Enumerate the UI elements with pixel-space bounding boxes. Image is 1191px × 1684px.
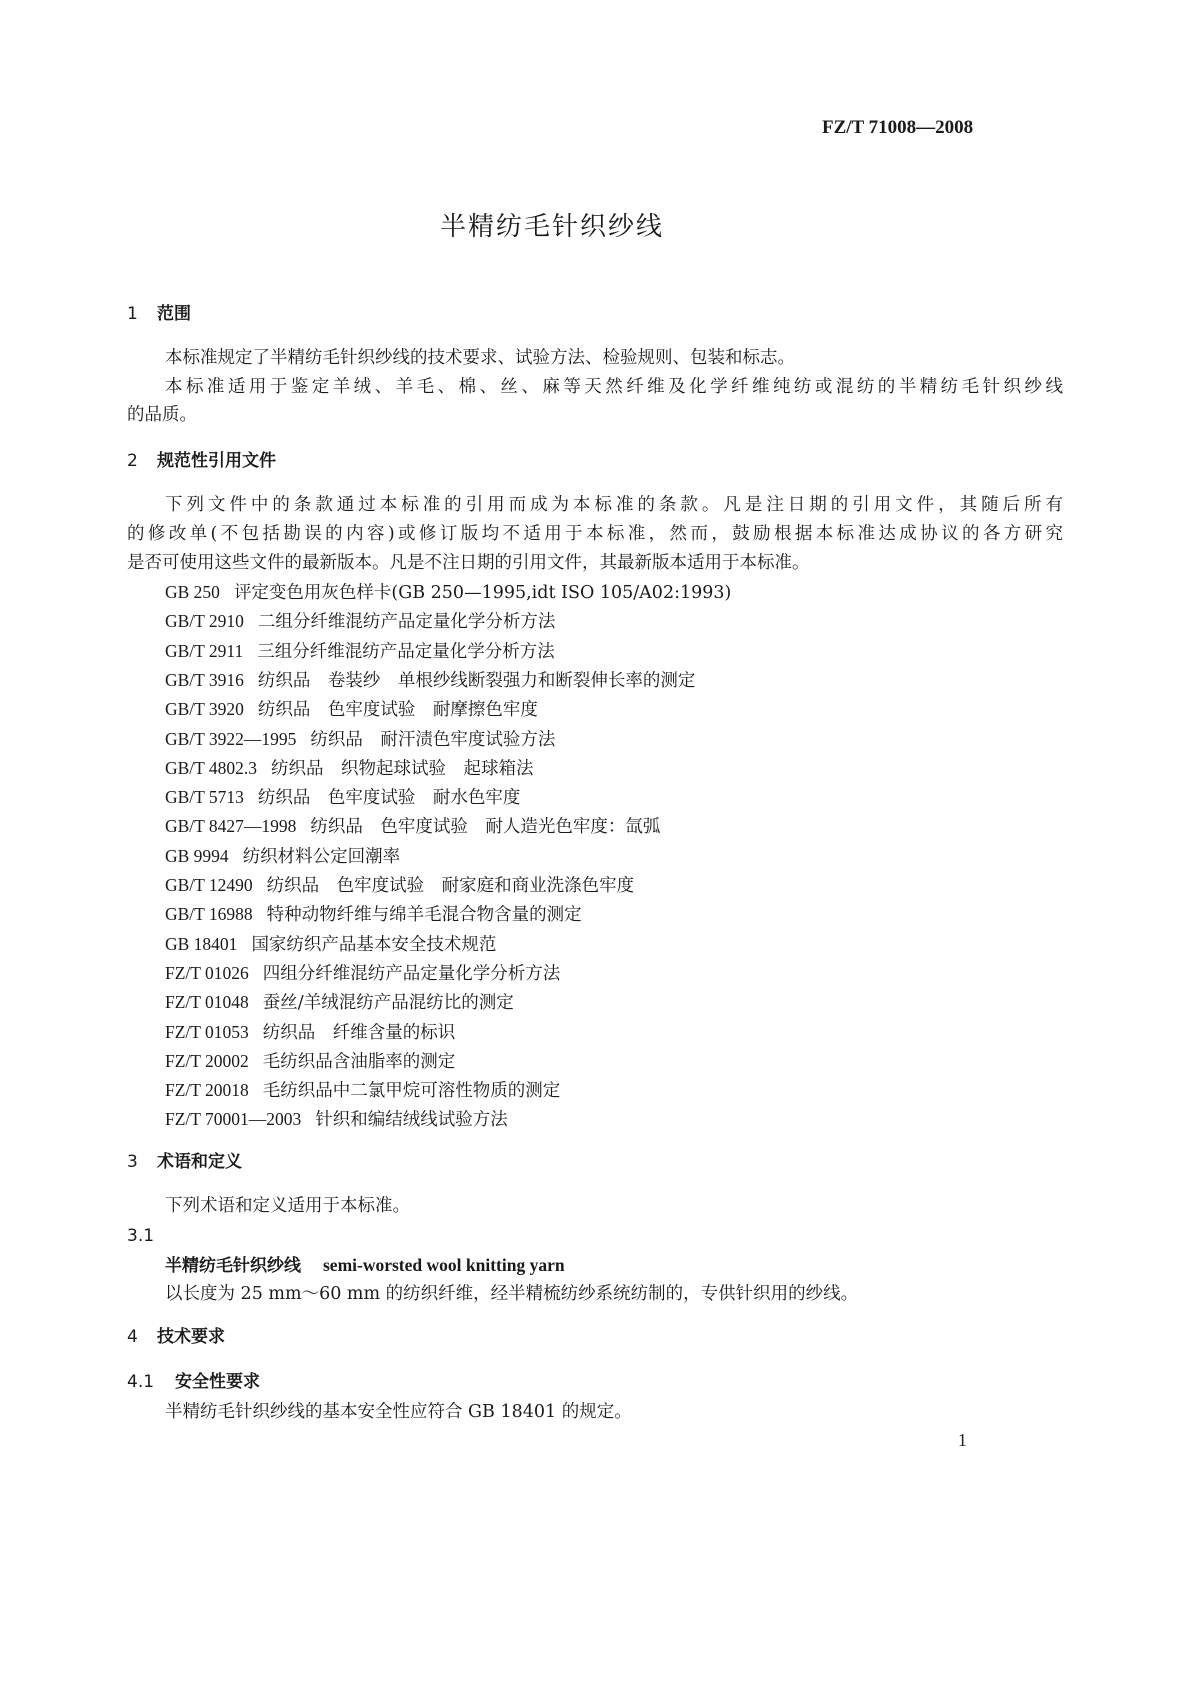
reference-item	[165, 609, 555, 634]
reference-item	[165, 814, 660, 839]
subsection-4-1-heading	[127, 1370, 260, 1394]
reference-title: 纺织品 卷装纱 单根纱线断裂强力和断裂伸长率的测定	[257, 670, 696, 691]
reference-code: GB/T 12490	[165, 875, 253, 895]
reference-title: 三组分纤维混纺产品定量化学分析方法	[257, 641, 555, 662]
reference-item	[165, 902, 582, 927]
reference-item	[165, 932, 496, 957]
section-number: 1	[127, 304, 138, 324]
terms-intro: 下列术语和定义适用于本标准。	[165, 1196, 410, 1216]
term-entry	[165, 1253, 565, 1278]
section-title: 术语和定义	[157, 1152, 242, 1172]
reference-code: GB/T 16988	[165, 904, 253, 925]
reference-code: FZ/T 20002	[165, 1050, 249, 1071]
reference-item	[165, 697, 538, 722]
page-title: 半精纺毛针织纱线	[440, 212, 665, 242]
reference-title: 毛纺织品中二氯甲烷可溶性物质的测定	[262, 1081, 561, 1102]
scope-paragraph-1: 本标准规定了半精纺毛针织纱线的技术要求、试验方法、检验规则、包装和标志。	[165, 348, 795, 368]
reference-title: 国家纺织产品基本安全技术规范	[251, 934, 497, 955]
reference-title: 纺织品 纤维含量的标识	[262, 1022, 456, 1043]
scope-paragraph-2-line: 本标准适用于鉴定羊绒、羊毛、棉、丝、麻等天然纤维及化学纤维纯纺或混纺的半精纺毛针织纱线	[165, 377, 1063, 397]
page-number: 1	[958, 1430, 967, 1450]
reference-code: FZ/T 01048	[165, 992, 249, 1013]
standard-number: FZ/T 71008—2008	[822, 117, 974, 138]
reference-code: GB/T 3922—1995	[165, 728, 297, 749]
reference-item	[165, 727, 555, 752]
reference-item	[165, 1107, 508, 1132]
reference-title: 纺织品 色牢度试验 耐人造光色牢度：氙弧	[310, 817, 661, 838]
reference-code: GB 18401	[165, 933, 238, 954]
term-english: semi-worsted wool knitting yarn	[323, 1255, 565, 1275]
reference-item	[165, 639, 555, 664]
term-definition: 以长度为 25 mm～60 mm 的纺织纤维，经半精梳纺纱系统纺制的，专供针织用的纱线。	[165, 1284, 859, 1304]
reference-item	[165, 990, 514, 1015]
section-number: 2	[127, 451, 138, 471]
reference-code: GB/T 2911	[165, 640, 244, 661]
reference-item	[165, 580, 731, 605]
reference-item	[165, 668, 695, 693]
section-number: 4.1	[127, 1372, 155, 1392]
reference-title: 评定变色用灰色样卡(GB 250—1995,idt ISO 105/A02:1993)	[233, 583, 732, 603]
reference-item	[165, 844, 400, 869]
reference-title: 四组分纤维混纺产品定量化学分析方法	[262, 963, 561, 984]
refs-intro-line: 下列文件中的条款通过本标准的引用而成为本标准的条款。凡是注日期的引用文件，其随后所有	[165, 495, 1063, 515]
reference-item	[165, 873, 634, 898]
reference-title: 纺织品 色牢度试验 耐摩擦色牢度	[257, 700, 538, 721]
reference-code: GB/T 3916	[165, 669, 244, 690]
reference-title: 蚕丝/羊绒混纺产品混纺比的测定	[262, 993, 514, 1014]
refs-intro-line: 是否可使用这些文件的最新版本。凡是不注日期的引用文件，其最新版本适用于本标准。	[127, 553, 810, 573]
reference-code: GB/T 3920	[165, 699, 244, 720]
reference-title: 纺织材料公定回潮率	[242, 846, 401, 867]
section-title: 安全性要求	[175, 1372, 260, 1392]
section-2-heading	[127, 449, 276, 473]
reference-item	[165, 1020, 455, 1045]
scope-paragraph-2-line: 的品质。	[127, 405, 197, 425]
refs-intro-line: 的修改单(不包括勘误的内容)或修订版均不适用于本标准，然而，鼓励根据本标准达成协议的各方研究	[127, 524, 1063, 544]
reference-code: FZ/T 01053	[165, 1021, 249, 1042]
reference-item	[165, 1049, 455, 1074]
reference-item	[165, 785, 520, 810]
reference-title: 特种动物纤维与绵羊毛混合物含量的测定	[266, 905, 582, 926]
reference-title: 纺织品 耐汗渍色牢度试验方法	[310, 729, 556, 750]
reference-code: GB/T 2910	[165, 611, 244, 632]
reference-title: 针织和编结绒线试验方法	[315, 1110, 508, 1131]
section-4-heading	[127, 1325, 225, 1349]
section-1-heading	[127, 302, 191, 326]
reference-code: GB/T 5713	[165, 787, 244, 808]
reference-code: FZ/T 01026	[165, 962, 249, 983]
reference-code: GB/T 4802.3	[165, 757, 258, 778]
term-chinese: 半精纺毛针织纱线	[165, 1256, 301, 1276]
reference-title: 纺织品 色牢度试验 耐家庭和商业洗涤色牢度	[266, 876, 635, 896]
reference-code: GB 250	[165, 582, 220, 602]
reference-item	[165, 1078, 560, 1103]
safety-requirement-text: 半精纺毛针织纱线的基本安全性应符合 GB 18401 的规定。	[165, 1402, 632, 1422]
reference-item	[165, 756, 534, 781]
reference-code: GB/T 8427—1998	[165, 816, 297, 837]
reference-title: 纺织品 色牢度试验 耐水色牢度	[257, 788, 521, 809]
reference-code: FZ/T 20018	[165, 1080, 249, 1101]
section-number: 3	[127, 1152, 138, 1172]
reference-title: 纺织品 织物起球试验 起球箱法	[271, 758, 534, 779]
reference-title: 毛纺织品含油脂率的测定	[262, 1051, 456, 1072]
section-title: 规范性引用文件	[157, 451, 276, 471]
reference-code: FZ/T 70001—2003	[165, 1109, 302, 1130]
section-title: 范围	[157, 304, 191, 324]
section-title: 技术要求	[157, 1327, 225, 1347]
subsection-3-1-number: 3.1	[127, 1226, 155, 1246]
section-3-heading	[127, 1150, 242, 1174]
reference-code: GB 9994	[165, 845, 229, 866]
section-number: 4	[127, 1327, 138, 1347]
reference-item	[165, 961, 560, 986]
reference-title: 二组分纤维混纺产品定量化学分析方法	[257, 612, 556, 633]
